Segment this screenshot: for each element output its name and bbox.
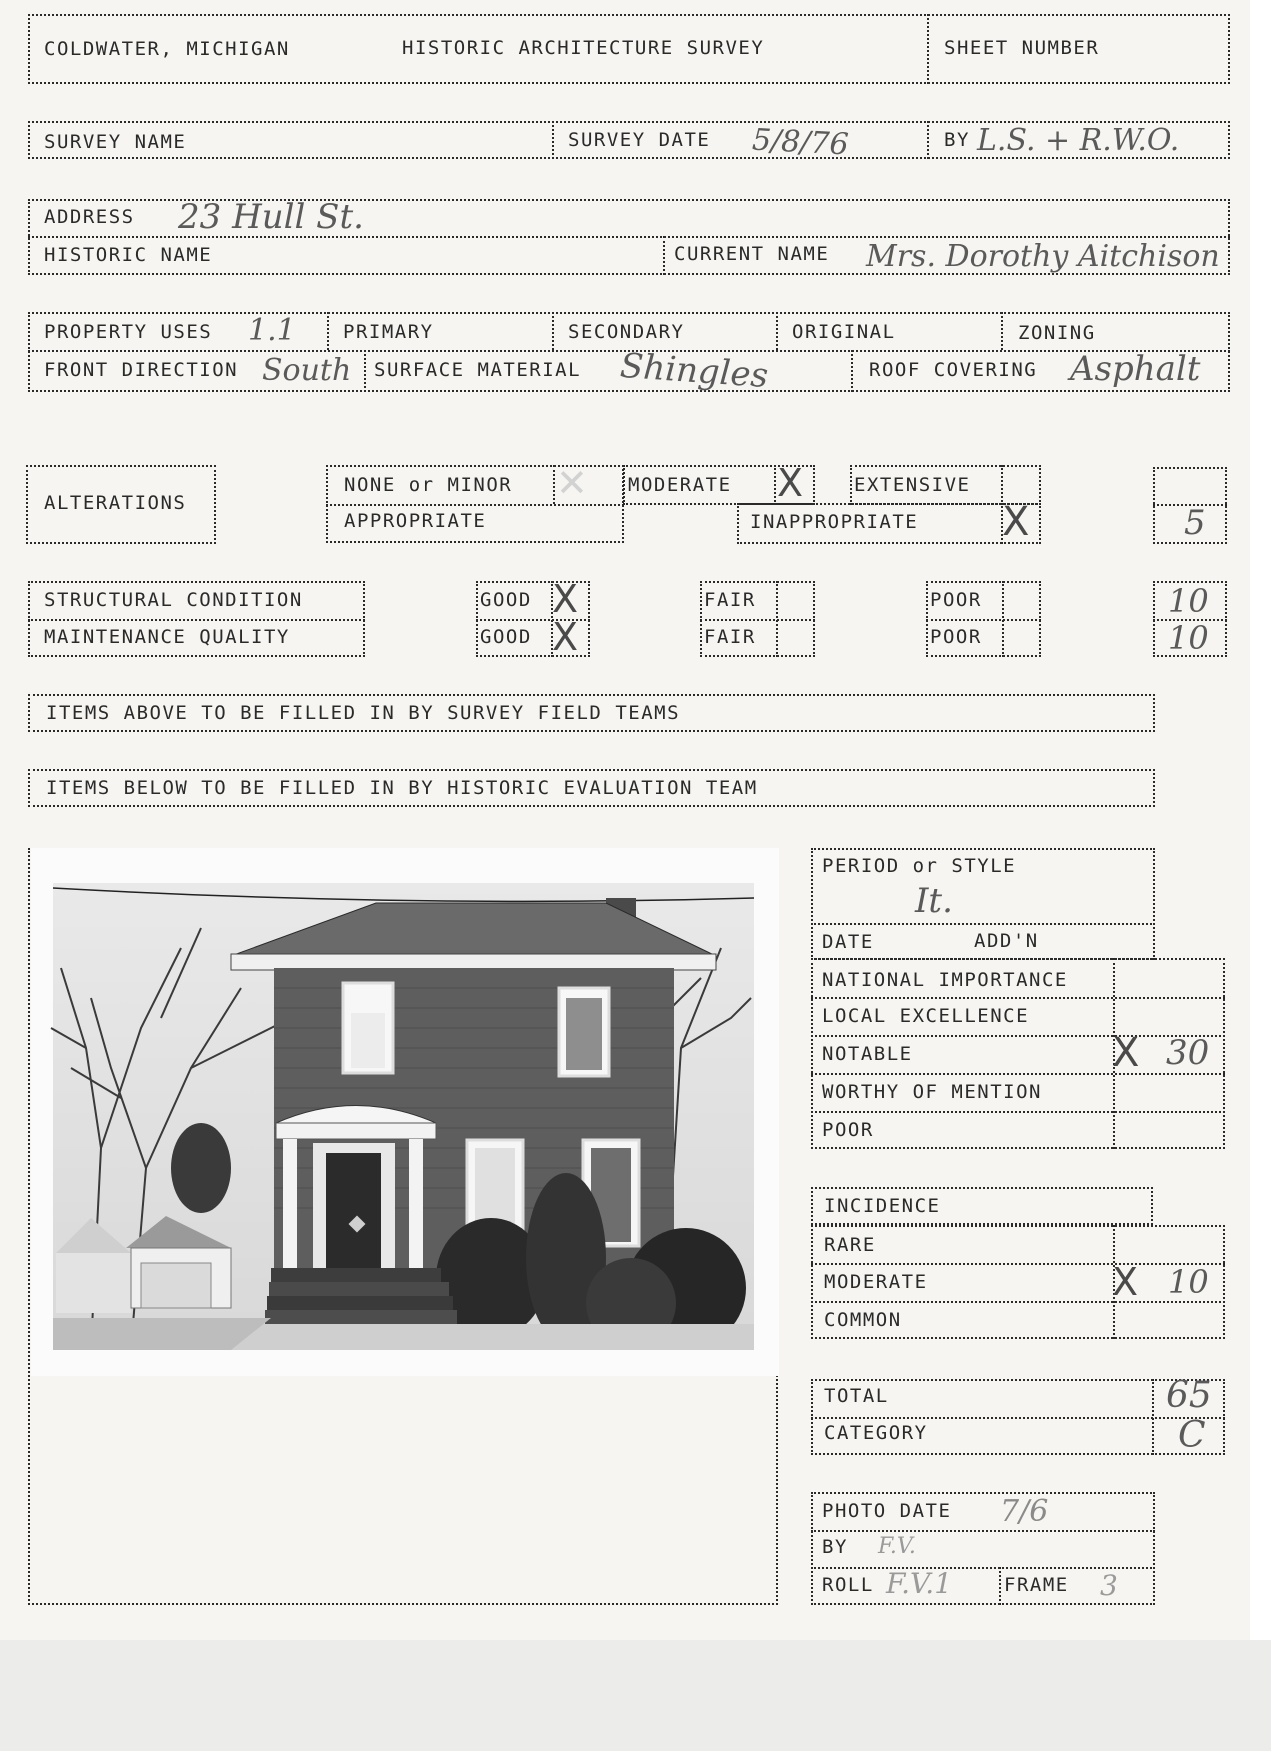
current-name-label: CURRENT NAME — [674, 243, 830, 265]
incidence-label: INCIDENCE — [824, 1195, 941, 1217]
survey-date-label: SURVEY DATE — [568, 129, 711, 151]
front-direction-value: South — [262, 353, 352, 388]
roll-label: ROLL — [822, 1574, 874, 1596]
by-value: L.S. + R.W.O. — [977, 123, 1180, 158]
common-label: COMMON — [824, 1309, 902, 1331]
survey-date-value: 5/8/76 — [751, 122, 850, 163]
addn-label: ADD'N — [974, 930, 1039, 952]
moderate-label: MODERATE — [628, 474, 732, 496]
zoning-label: ZONING — [1018, 322, 1096, 344]
historic-name-label: HISTORIC NAME — [44, 244, 213, 266]
surface-material-value: Shingles — [618, 345, 770, 397]
alterations-label: ALTERATIONS — [44, 492, 187, 514]
category-label: CATEGORY — [824, 1422, 928, 1444]
poor-label-structural: POOR — [930, 589, 982, 611]
inappropriate-label: INAPPROPRIATE — [750, 511, 919, 533]
property-uses-value: 1.1 — [248, 313, 296, 348]
items-above-note: ITEMS ABOVE TO BE FILLED IN BY SURVEY FIELD TEAMS — [46, 702, 681, 724]
city-label: COLDWATER, MICHIGAN — [44, 38, 290, 60]
roll-value: F.V.1 — [886, 1567, 953, 1600]
frame-value: 3 — [1100, 1569, 1118, 1602]
rare-label: RARE — [824, 1234, 876, 1256]
extensive-label: EXTENSIVE — [854, 474, 971, 496]
good-label-structural: GOOD — [480, 589, 532, 611]
structural-score: 10 — [1168, 582, 1209, 620]
local-excellence-label: LOCAL EXCELLENCE — [822, 1005, 1030, 1027]
inappropriate-mark: X — [1002, 499, 1030, 545]
good-maintenance-mark: X — [552, 615, 579, 659]
none-or-minor-label: NONE or MINOR — [344, 474, 513, 496]
fair-label-structural: FAIR — [704, 589, 756, 611]
address-label: ADDRESS — [44, 206, 135, 228]
moderate-mark: X — [777, 461, 804, 505]
maintenance-score: 10 — [1168, 619, 1209, 657]
scan-margin — [0, 1640, 1271, 1751]
total-label: TOTAL — [824, 1385, 889, 1407]
property-uses-label: PROPERTY USES — [44, 321, 213, 343]
alterations-score: 5 — [1184, 503, 1206, 543]
sheet-number-label: SHEET NUMBER — [944, 37, 1100, 59]
address-value: 23 Hull St. — [178, 197, 364, 237]
notable-score: 30 — [1166, 1033, 1210, 1073]
by-label: BY — [944, 129, 970, 151]
house-photo — [31, 848, 779, 1376]
date-label: DATE — [822, 931, 874, 953]
current-name-value: Mrs. Dorothy Aitchison — [866, 239, 1220, 274]
category-value: C — [1178, 1415, 1206, 1456]
good-structural-mark: X — [552, 577, 579, 621]
frame-label: FRAME — [1004, 1574, 1069, 1596]
surface-material-label: SURFACE MATERIAL — [374, 359, 582, 381]
fair-label-maintenance: FAIR — [704, 626, 756, 648]
original-label: ORIGINAL — [792, 321, 896, 343]
photo-date-value: 7/6 — [1000, 1494, 1049, 1529]
total-value: 65 — [1166, 1375, 1212, 1416]
photo-date-label: PHOTO DATE — [822, 1500, 952, 1522]
roof-covering-label: ROOF COVERING — [869, 359, 1038, 381]
items-below-note: ITEMS BELOW TO BE FILLED IN BY HISTORIC EVALUATION TEAM — [46, 777, 758, 799]
maintenance-quality-label: MAINTENANCE QUALITY — [44, 626, 290, 648]
notable-label: NOTABLE — [822, 1043, 913, 1065]
moderate-incidence-mark: X — [1112, 1260, 1139, 1304]
appropriate-label: APPROPRIATE — [344, 510, 487, 532]
structural-condition-label: STRUCTURAL CONDITION — [44, 589, 303, 611]
moderate-incidence-score: 10 — [1168, 1263, 1209, 1301]
period-style-label: PERIOD or STYLE — [822, 855, 1017, 877]
photo-by-label: BY — [822, 1536, 848, 1558]
survey-name-label: SURVEY NAME — [44, 131, 187, 153]
worthy-of-mention-label: WORTHY OF MENTION — [822, 1081, 1042, 1103]
moderate-incidence-label: MODERATE — [824, 1271, 928, 1293]
secondary-label: SECONDARY — [568, 321, 685, 343]
poor-rating-label: POOR — [822, 1119, 874, 1141]
notable-mark: X — [1112, 1030, 1140, 1076]
roof-covering-value: Asphalt — [1070, 349, 1201, 389]
none-minor-faint-mark: ✕ — [556, 461, 588, 505]
poor-label-maintenance: POOR — [930, 626, 982, 648]
national-importance-label: NATIONAL IMPORTANCE — [822, 969, 1068, 991]
period-style-value: It. — [915, 881, 953, 921]
good-label-maintenance: GOOD — [480, 626, 532, 648]
survey-title: HISTORIC ARCHITECTURE SURVEY — [402, 37, 765, 59]
front-direction-label: FRONT DIRECTION — [44, 359, 239, 381]
primary-label: PRIMARY — [343, 321, 434, 343]
photo-by-value: F.V. — [878, 1534, 916, 1559]
